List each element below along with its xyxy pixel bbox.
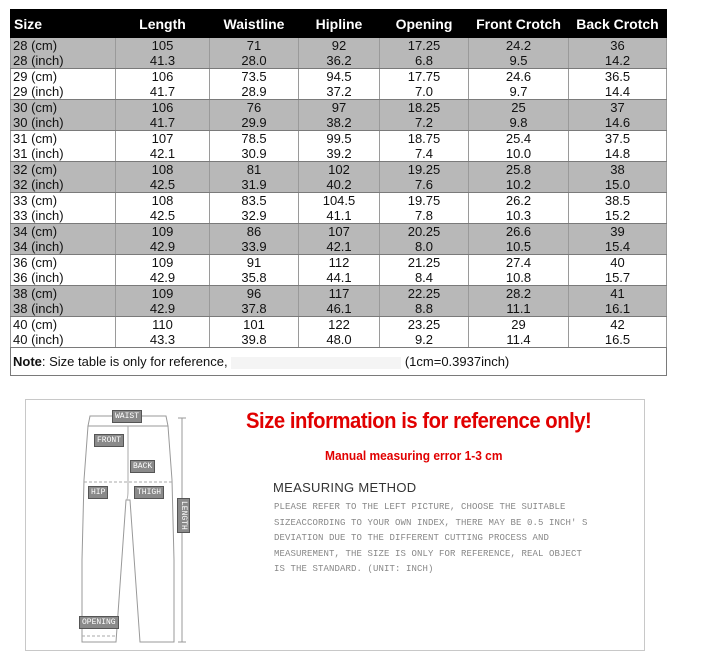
length-label: LENGTH xyxy=(177,498,190,533)
cell-waistline: 32.9 xyxy=(210,208,299,224)
cell-opening: 7.0 xyxy=(380,84,469,100)
cell-back-crotch: 39 xyxy=(569,224,667,240)
cell-back-crotch: 38.5 xyxy=(569,193,667,209)
cell-size: 38 (cm) xyxy=(11,286,116,302)
cell-hipline: 122 xyxy=(299,317,380,333)
cell-opening: 22.25 xyxy=(380,286,469,302)
cell-opening: 20.25 xyxy=(380,224,469,240)
cell-size: 31 (cm) xyxy=(11,131,116,147)
header-front-crotch: Front Crotch xyxy=(469,10,569,38)
cell-front-crotch: 26.6 xyxy=(469,224,569,240)
cell-length: 109 xyxy=(116,286,210,302)
header-waistline: Waistline xyxy=(210,10,299,38)
cell-waistline: 28.9 xyxy=(210,84,299,100)
method-line: MEASUREMENT, THE SIZE IS ONLY FOR REFERENCE, REAL OBJECT xyxy=(274,548,583,559)
cell-hipline: 39.2 xyxy=(299,146,380,162)
header-size: Size xyxy=(11,10,116,38)
cell-length: 107 xyxy=(116,131,210,147)
cell-front-crotch: 11.1 xyxy=(469,301,569,317)
method-line: IS THE STANDARD. (UNIT: INCH) xyxy=(274,564,434,574)
note-cell xyxy=(11,348,667,376)
cell-waistline: 91 xyxy=(210,255,299,271)
cell-back-crotch: 36.5 xyxy=(569,69,667,85)
waist-label: WAIST xyxy=(112,410,142,423)
cell-hipline: 36.2 xyxy=(299,53,380,69)
table-row xyxy=(11,270,667,286)
cell-opening: 18.75 xyxy=(380,131,469,147)
front-label: FRONT xyxy=(94,434,124,447)
cell-opening: 7.8 xyxy=(380,208,469,224)
cell-length: 106 xyxy=(116,69,210,85)
cell-front-crotch: 24.6 xyxy=(469,69,569,85)
size-table xyxy=(10,9,667,376)
cell-length: 109 xyxy=(116,224,210,240)
cell-opening: 18.25 xyxy=(380,100,469,116)
table-row xyxy=(11,100,667,116)
cell-length: 42.1 xyxy=(116,146,210,162)
cell-hipline: 112 xyxy=(299,255,380,271)
cell-opening: 7.4 xyxy=(380,146,469,162)
cell-size: 32 (inch) xyxy=(11,177,116,193)
table-row xyxy=(11,146,667,162)
cell-back-crotch: 38 xyxy=(569,162,667,178)
cell-front-crotch: 29 xyxy=(469,317,569,333)
cell-front-crotch: 9.8 xyxy=(469,115,569,131)
cell-size: 32 (cm) xyxy=(11,162,116,178)
cell-front-crotch: 10.2 xyxy=(469,177,569,193)
cell-waistline: 86 xyxy=(210,224,299,240)
cell-front-crotch: 24.2 xyxy=(469,38,569,54)
header-hipline: Hipline xyxy=(299,10,380,38)
opening-label: OPENING xyxy=(79,616,119,629)
cell-length: 105 xyxy=(116,38,210,54)
cell-opening: 17.75 xyxy=(380,69,469,85)
size-table-header xyxy=(11,10,667,38)
cell-hipline: 92 xyxy=(299,38,380,54)
table-row xyxy=(11,162,667,178)
table-row xyxy=(11,239,667,255)
cell-hipline: 104.5 xyxy=(299,193,380,209)
cell-back-crotch: 36 xyxy=(569,38,667,54)
cell-front-crotch: 25 xyxy=(469,100,569,116)
cell-hipline: 40.2 xyxy=(299,177,380,193)
cell-size: 28 (cm) xyxy=(11,38,116,54)
cell-back-crotch: 37.5 xyxy=(569,131,667,147)
method-line: SIZEACCORDING TO YOUR OWN INDEX, THERE MAY BE 0.5 INCH' S xyxy=(274,517,588,528)
cell-opening: 6.8 xyxy=(380,53,469,69)
cell-waistline: 78.5 xyxy=(210,131,299,147)
note-label: Note xyxy=(13,354,42,369)
cell-waistline: 30.9 xyxy=(210,146,299,162)
cell-opening: 7.6 xyxy=(380,177,469,193)
cell-back-crotch: 37 xyxy=(569,100,667,116)
cell-waistline: 31.9 xyxy=(210,177,299,193)
cell-opening: 17.25 xyxy=(380,38,469,54)
cell-hipline: 44.1 xyxy=(299,270,380,286)
cell-front-crotch: 25.8 xyxy=(469,162,569,178)
cell-size: 34 (inch) xyxy=(11,239,116,255)
measuring-diagram xyxy=(25,399,645,651)
redacted-area xyxy=(231,357,401,369)
cell-length: 42.9 xyxy=(116,239,210,255)
size-table-body xyxy=(11,38,667,348)
cell-hipline: 46.1 xyxy=(299,301,380,317)
header-back-crotch: Back Crotch xyxy=(569,10,667,38)
cell-size: 34 (cm) xyxy=(11,224,116,240)
table-row xyxy=(11,177,667,193)
table-row xyxy=(11,317,667,333)
cell-front-crotch: 9.7 xyxy=(469,84,569,100)
cell-length: 42.9 xyxy=(116,270,210,286)
cell-hipline: 102 xyxy=(299,162,380,178)
hip-label: HIP xyxy=(88,486,108,499)
method-line: DEVIATION DUE TO THE DIFFERENT CUTTING PROCESS AND xyxy=(274,533,550,543)
cell-size: 36 (cm) xyxy=(11,255,116,271)
cell-front-crotch: 25.4 xyxy=(469,131,569,147)
cell-size: 33 (inch) xyxy=(11,208,116,224)
cell-hipline: 117 xyxy=(299,286,380,302)
cell-size: 31 (inch) xyxy=(11,146,116,162)
cell-hipline: 41.1 xyxy=(299,208,380,224)
cell-back-crotch: 42 xyxy=(569,317,667,333)
cell-hipline: 99.5 xyxy=(299,131,380,147)
header-opening: Opening xyxy=(380,10,469,38)
cell-length: 42.5 xyxy=(116,177,210,193)
cell-waistline: 39.8 xyxy=(210,332,299,348)
cell-back-crotch: 14.6 xyxy=(569,115,667,131)
cell-opening: 8.0 xyxy=(380,239,469,255)
cell-size: 33 (cm) xyxy=(11,193,116,209)
cell-size: 30 (cm) xyxy=(11,100,116,116)
cell-back-crotch: 16.1 xyxy=(569,301,667,317)
method-title: MEASURING METHOD xyxy=(273,480,417,495)
headline: Size information is for reference only! xyxy=(246,408,592,433)
cell-length: 43.3 xyxy=(116,332,210,348)
cell-waistline: 83.5 xyxy=(210,193,299,209)
cell-opening: 23.25 xyxy=(380,317,469,333)
cell-waistline: 33.9 xyxy=(210,239,299,255)
cell-hipline: 107 xyxy=(299,224,380,240)
cell-length: 108 xyxy=(116,162,210,178)
table-row xyxy=(11,332,667,348)
cell-opening: 9.2 xyxy=(380,332,469,348)
cell-back-crotch: 15.2 xyxy=(569,208,667,224)
method-line: PLEASE REFER TO THE LEFT PICTURE, CHOOSE THE SUITABLE xyxy=(274,502,566,512)
cell-back-crotch: 15.7 xyxy=(569,270,667,286)
cell-size: 29 (inch) xyxy=(11,84,116,100)
subline: Manual measuring error 1-3 cm xyxy=(325,448,503,463)
cell-size: 29 (cm) xyxy=(11,69,116,85)
table-row xyxy=(11,255,667,271)
cell-back-crotch: 40 xyxy=(569,255,667,271)
table-row xyxy=(11,69,667,85)
cell-size: 38 (inch) xyxy=(11,301,116,317)
cell-length: 42.9 xyxy=(116,301,210,317)
method-text xyxy=(274,500,614,578)
cell-length: 41.7 xyxy=(116,115,210,131)
header-length: Length xyxy=(116,10,210,38)
cell-size: 30 (inch) xyxy=(11,115,116,131)
cell-hipline: 38.2 xyxy=(299,115,380,131)
cell-back-crotch: 16.5 xyxy=(569,332,667,348)
table-row xyxy=(11,38,667,54)
cell-waistline: 28.0 xyxy=(210,53,299,69)
cell-waistline: 96 xyxy=(210,286,299,302)
cell-size: 36 (inch) xyxy=(11,270,116,286)
note-conversion: (1cm=0.3937inch) xyxy=(404,354,510,369)
cell-waistline: 71 xyxy=(210,38,299,54)
thigh-label: THIGH xyxy=(134,486,164,499)
cell-front-crotch: 11.4 xyxy=(469,332,569,348)
cell-size: 40 (cm) xyxy=(11,317,116,333)
cell-size: 28 (inch) xyxy=(11,53,116,69)
table-row xyxy=(11,131,667,147)
cell-hipline: 48.0 xyxy=(299,332,380,348)
cell-front-crotch: 9.5 xyxy=(469,53,569,69)
cell-waistline: 81 xyxy=(210,162,299,178)
cell-length: 41.7 xyxy=(116,84,210,100)
cell-hipline: 37.2 xyxy=(299,84,380,100)
cell-back-crotch: 41 xyxy=(569,286,667,302)
cell-opening: 7.2 xyxy=(380,115,469,131)
cell-length: 110 xyxy=(116,317,210,333)
cell-front-crotch: 26.2 xyxy=(469,193,569,209)
cell-opening: 8.8 xyxy=(380,301,469,317)
cell-waistline: 73.5 xyxy=(210,69,299,85)
cell-back-crotch: 15.0 xyxy=(569,177,667,193)
cell-opening: 19.75 xyxy=(380,193,469,209)
table-row xyxy=(11,193,667,209)
cell-front-crotch: 10.0 xyxy=(469,146,569,162)
cell-front-crotch: 10.8 xyxy=(469,270,569,286)
cell-front-crotch: 27.4 xyxy=(469,255,569,271)
table-row xyxy=(11,115,667,131)
cell-back-crotch: 14.8 xyxy=(569,146,667,162)
cell-back-crotch: 14.2 xyxy=(569,53,667,69)
cell-length: 41.3 xyxy=(116,53,210,69)
cell-opening: 8.4 xyxy=(380,270,469,286)
cell-hipline: 94.5 xyxy=(299,69,380,85)
cell-waistline: 35.8 xyxy=(210,270,299,286)
pants-illustration xyxy=(78,410,193,646)
table-row xyxy=(11,286,667,302)
note-row xyxy=(11,348,667,376)
cell-back-crotch: 15.4 xyxy=(569,239,667,255)
cell-front-crotch: 10.5 xyxy=(469,239,569,255)
cell-opening: 21.25 xyxy=(380,255,469,271)
cell-front-crotch: 10.3 xyxy=(469,208,569,224)
cell-length: 106 xyxy=(116,100,210,116)
cell-waistline: 37.8 xyxy=(210,301,299,317)
cell-front-crotch: 28.2 xyxy=(469,286,569,302)
note-text: : Size table is only for reference, xyxy=(41,354,228,369)
cell-length: 42.5 xyxy=(116,208,210,224)
table-row xyxy=(11,208,667,224)
cell-length: 108 xyxy=(116,193,210,209)
table-row xyxy=(11,84,667,100)
cell-waistline: 101 xyxy=(210,317,299,333)
cell-opening: 19.25 xyxy=(380,162,469,178)
cell-waistline: 29.9 xyxy=(210,115,299,131)
table-row xyxy=(11,224,667,240)
cell-hipline: 42.1 xyxy=(299,239,380,255)
cell-waistline: 76 xyxy=(210,100,299,116)
cell-hipline: 97 xyxy=(299,100,380,116)
cell-back-crotch: 14.4 xyxy=(569,84,667,100)
table-row xyxy=(11,301,667,317)
table-row xyxy=(11,53,667,69)
back-label: BACK xyxy=(130,460,155,473)
cell-length: 109 xyxy=(116,255,210,271)
cell-size: 40 (inch) xyxy=(11,332,116,348)
